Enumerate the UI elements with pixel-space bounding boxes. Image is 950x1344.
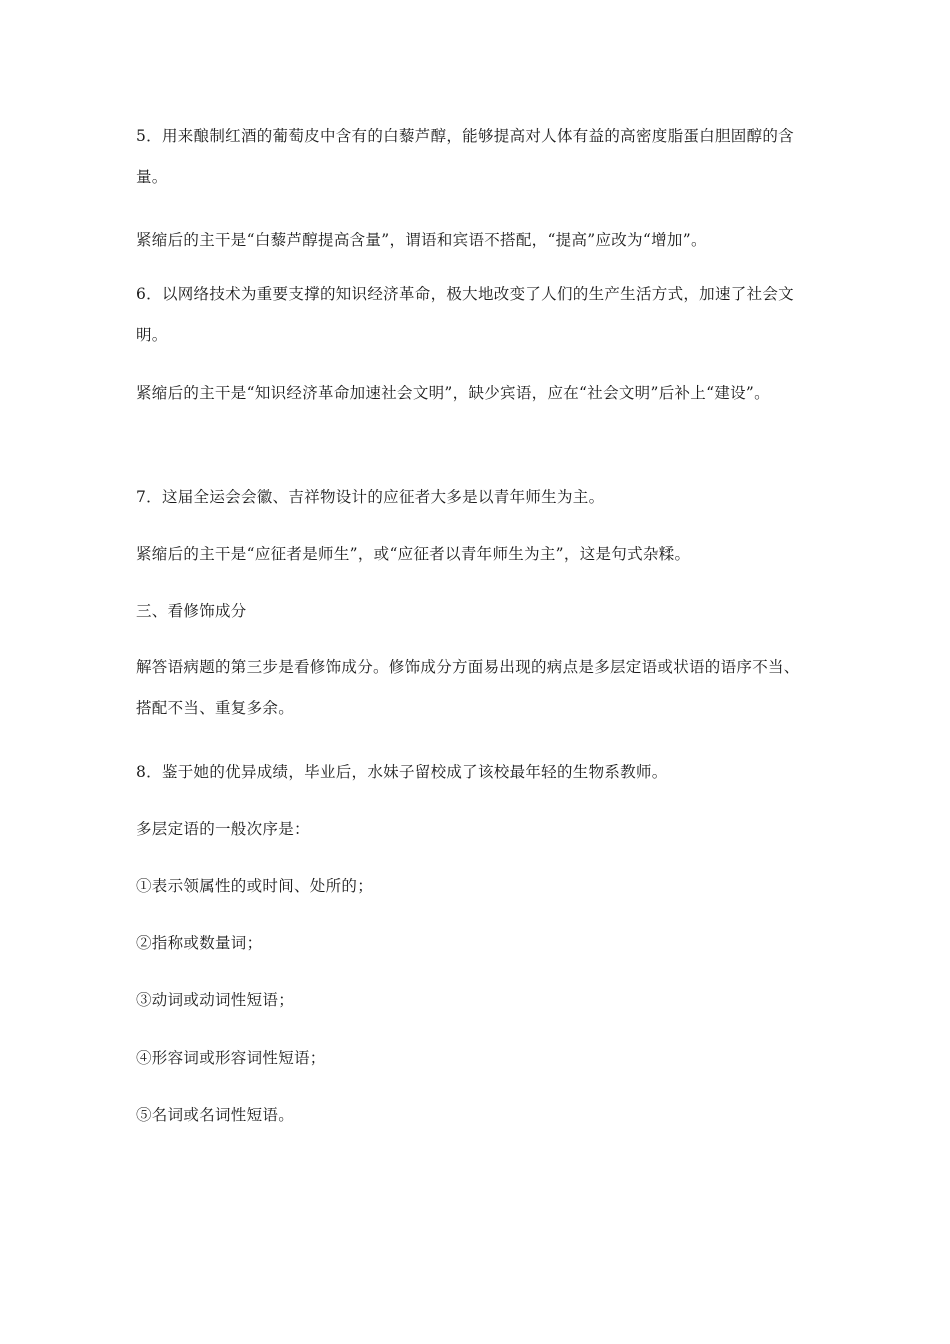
- paragraph-analysis-6: 紧缩后的主干是“知识经济革命加速社会文明”，缺少宾语，应在“社会文明”后补上“建设”。: [136, 384, 770, 402]
- paragraph-example-8: 8．鉴于她的优异成绩，毕业后，水妹子留校成了该校最年轻的生物系教师。: [136, 763, 668, 781]
- paragraph-example-6: 6．以网络技术为重要支撑的知识经济革命，极大地改变了人们的生产生活方式，加速了社会文明。: [136, 285, 794, 344]
- paragraph-example-7: 7．这届全运会会徽、吉祥物设计的应征者大多是以青年师生为主。: [136, 488, 605, 506]
- list-item-1: ①表示领属性的或时间、处所的；: [136, 877, 374, 895]
- list-item-2: ②指称或数量词；: [136, 934, 263, 952]
- paragraph-analysis-7: 紧缩后的主干是“应征者是师生”，或“应征者以青年师生为主”，这是句式杂糅。: [136, 545, 691, 563]
- list-item-4: ④形容词或形容词性短语；: [136, 1049, 326, 1067]
- list-item-3: ③动词或动词性短语；: [136, 991, 295, 1009]
- paragraph-attribute-order-intro: 多层定语的一般次序是：: [136, 820, 310, 838]
- paragraph-step-three: 解答语病题的第三步是看修饰成分。修饰成分方面易出现的病点是多层定语或状语的语序不当、搭配不当、重复多余。: [136, 658, 800, 717]
- paragraph-example-5: 5．用来酿制红酒的葡萄皮中含有的白藜芦醇，能够提高对人体有益的高密度脂蛋白胆固醇的含量。: [136, 127, 794, 186]
- list-item-5: ⑤名词或名词性短语。: [136, 1106, 295, 1124]
- paragraph-analysis-5: 紧缩后的主干是“白藜芦醇提高含量”，谓语和宾语不搭配，“提高”应改为“增加”。: [136, 231, 707, 249]
- section-heading-modifiers: 三、看修饰成分: [136, 602, 247, 620]
